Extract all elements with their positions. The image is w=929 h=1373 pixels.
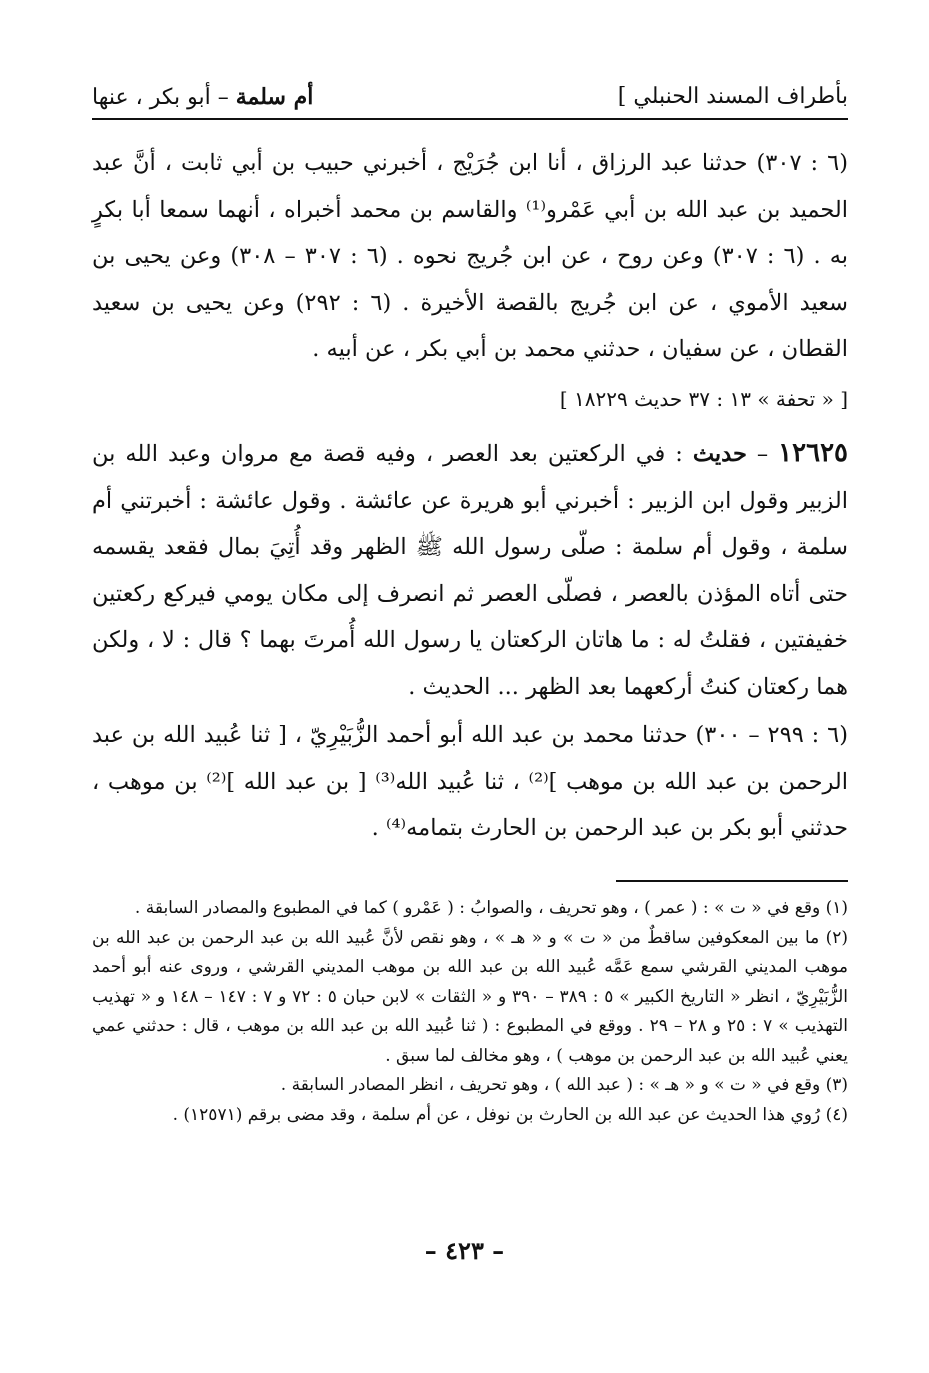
isnad-text-1: (٦ : ٣٠٧) حدثنا عبد الرزاق ، أنا ابن جُرَيْج ، أخبرني حبيب بن أبي ثابت ، أنَّ عبد الحميد بن عبد الله بن أبي عَمْرو⁽¹⁾ والقاسم بن محمد أخبراه ، أنهما سمعا أبا بكرٍ به . (٦ : ٣٠٧) وعن روح ، عن ابن جُريج نحوه . (٦ : ٣٠٧ – ٣٠٨) وعن يحيى بن سعيد الأموي ، عن ابن جُريج بالقصة الأخيرة . (٦ : ٢٩٢) وعن يحيى بن سعيد القطان ، عن سفيان ، حدثني محمد بن أبي بكر ، عن أبيه .: [92, 150, 849, 362]
isnad-paragraph-1: [92, 140, 848, 373]
hadith-label: حديث: [692, 441, 747, 467]
footnote-3: (٣) وقع في « ت » و « هـ » : ( عبد الله ) ، وهو تحريف ، انظر المصادر السابقة .: [280, 1075, 848, 1095]
hadith-paragraph: [92, 430, 848, 710]
footnote-1: (١) وقع في « ت » : ( عمر ) ، وهو تحريف ، والصوابُ : ( عَمْرو ) كما في المطبوع والمصادر السابقة .: [134, 898, 848, 918]
tuhfa-reference: [ « تحفة » ١٣ : ٣٧ حديث ١٨٢٢٩ ]: [559, 387, 848, 411]
page-number: – ٤٢٣ –: [424, 1236, 505, 1265]
book-title-header: بأطراف المسند الحنبلي ]: [617, 84, 848, 109]
footnote-4: (٤) رُوي هذا الحديث عن عبد الله بن الحارث بن نوفل ، عن أم سلمة ، وقد مضى برقم (١٢٥٧١) .: [172, 1104, 848, 1125]
footnote-divider: [616, 880, 848, 882]
isnad-text-2: (٦ : ٢٩٩ – ٣٠٠) حدثنا محمد بن عبد الله أبو أحمد الزُّبَيْرِيّ ، [ ثنا عُبيد الله بن عبد الرحمن بن عبد الله بن موهب ]⁽²⁾ ، ثنا عُبيد الله⁽³⁾ [ بن عبد الله ]⁽²⁾ بن موهب ، حدثني أبو بكر بن عبد الرحمن بن الحارث بتمامه⁽⁴⁾ .: [92, 722, 849, 841]
isnad-paragraph-2: [92, 712, 848, 852]
footnotes: [92, 894, 848, 1130]
running-header: [92, 82, 848, 120]
section-header: [92, 82, 313, 113]
hadith-number: ١٢٦٢٥: [778, 438, 848, 468]
section-title: أم سلمة: [235, 84, 314, 110]
hadith-text: : في الركعتين بعد العصر ، وفيه قصة مع مروان وعبد الله بن الزبير وقول ابن الزبير : أخبرني أبو هريرة عن عائشة . وقول عائشة : أخبرتني أم سلمة ، وقول أم سلمة : صلّى رسول الله ﷺ الظهر وقد أُتِيَ بمال فقعد يقسمه حتى أتاه المؤذن بالعصر ، فصلّى العصر ثم انصرف إلى مكان يومي فيركع ركعتين خفيفتين ، فقلتُ له : ما هاتان الركعتان يا رسول الله أُمرتَ بهما ؟ قال : لا ، ولكن هما ركعتان كنتُ أركعهما بعد الظهر ... الحديث .: [92, 441, 848, 700]
footnote-2: (٢) ما بين المعكوفين ساقطٌ من « ت » و « هـ » ، وهو نقص لأنَّ عُبيد الله بن عبد الرحمن بن عبد الله بن موهب المديني القرشي سمع عَمَّه عُبيد الله بن عبد الله بن موهب المديني القرشي ، وروى عنه أبو أحمد الزُّبَيْرِيّ ، انظر « التاريخ الكبير » ٥ : ٣٨٩ – ٣٩٠ و « الثقات » لابن حبان ٥ : ٧٢ و ٧ : ١٤٧ – ١٤٨ و « تهذيب التهذيب » ٧ : ٢٥ و ٢٨ – ٢٩ . ووقع في المطبوع : ( ثنا عُبيد الله بن عبد الله بن موهب ، قال : حدثني عمي يعني عُبيد الله بن عبد الرحمن بن موهب ) ، وهو مخالف لما سبق .: [92, 927, 848, 1066]
hadith-body: ١٢٦٢٥ – حديث : في الركعتين بعد العصر ، وفيه قصة مع مروان وعبد الله بن الزبير وقول ابن الزبير : أخبرني أبو هريرة عن عائشة . وقول عائشة : أخبرتني أم سلمة ، وقول أم سلمة : صلّى رسول الله ﷺ الظهر وقد أُتِيَ بمال فقعد يقسمه حتى أتاه المؤذن بالعصر ، فصلّى العصر ثم انصرف إلى مكان يومي فيركع ركعتين خفيفتين ، فقلتُ له : ما هاتان الركعتان يا رسول الله أُمرتَ بهما ؟ قال : لا ، ولكن هما ركعتان كنتُ أركعهما بعد الظهر ... الحديث .: [92, 438, 848, 700]
section-subtitle: – أبو بكر ، عنها: [92, 85, 236, 110]
